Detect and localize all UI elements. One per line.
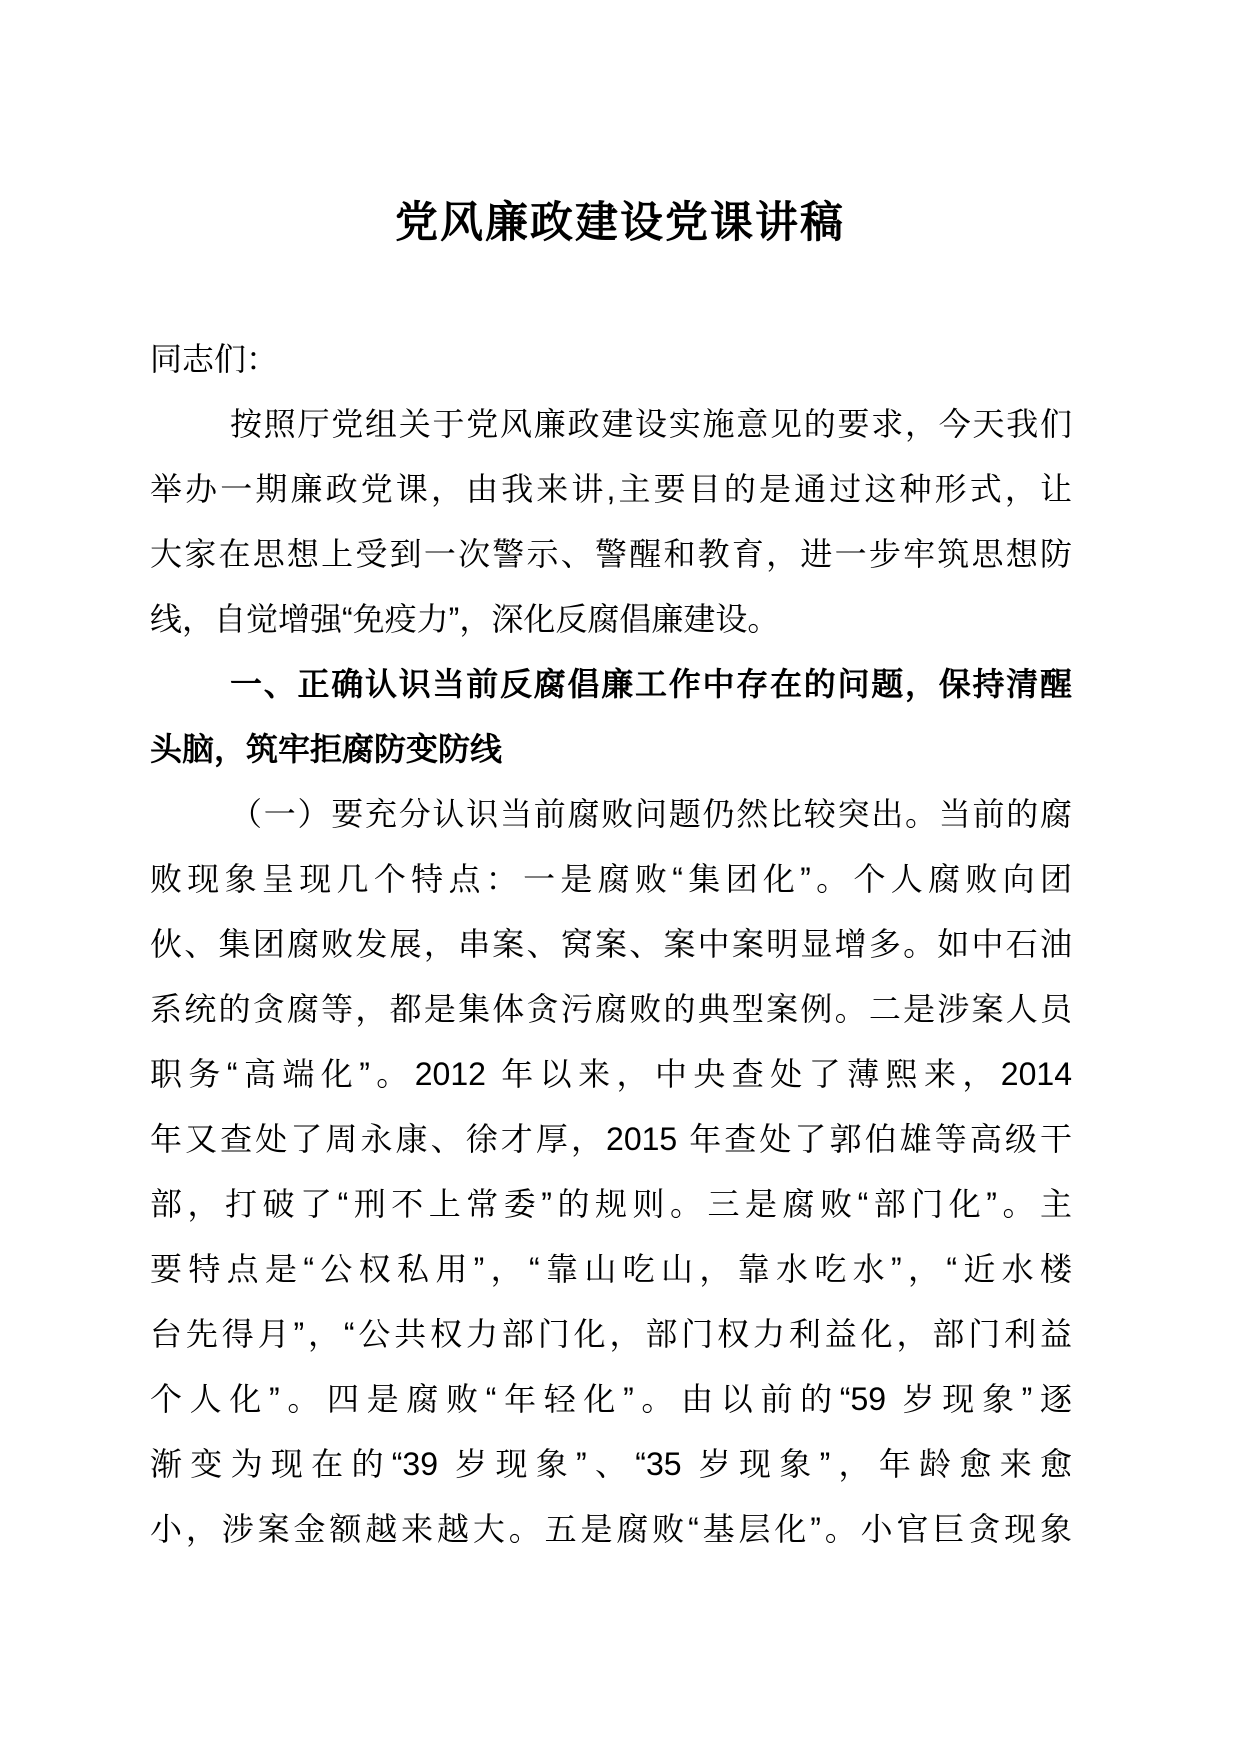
text-line: 线，自觉增强“免疫力”，深化反腐倡廉建设。 xyxy=(150,601,780,637)
text-line: 败现象呈现几个特点：一是腐败“集团化”。个人腐败向团 xyxy=(150,861,1072,897)
text-line: 系统的贪腐等，都是集体贪污腐败的典型案例。二是涉案人员 xyxy=(150,991,1072,1027)
text-line: 头脑，筑牢拒腐防变防线 xyxy=(150,731,503,767)
document-title: 党风廉政建设党课讲稿 xyxy=(395,199,845,247)
text-line: 按照厅党组关于党风廉政建设实施意见的要求，今天我们 xyxy=(230,406,1072,442)
text-line: 举办一期廉政党课，由我来讲,主要目的是通过这种形式，让 xyxy=(150,471,1072,507)
text-line: 台先得月”，“公共权力部门化，部门权力利益化，部门利益 xyxy=(150,1316,1072,1352)
text-line: 伙、集团腐败发展，串案、窝案、案中案明显增多。如中石油 xyxy=(150,926,1072,962)
text-line: 小，涉案金额越来越大。五是腐败“基层化”。小官巨贪现象 xyxy=(150,1511,1072,1547)
text-line: 渐变为现在的“39 岁现象”、“35 岁现象”，年龄愈来愈 xyxy=(150,1446,1072,1482)
text-line: （一）要充分认识当前腐败问题仍然比较突出。当前的腐 xyxy=(230,796,1072,832)
text-line: 大家在思想上受到一次警示、警醒和教育，进一步牢筑思想防 xyxy=(150,536,1072,572)
text-line: 职务“高端化”。2012 年以来，中央查处了薄熙来，2014 xyxy=(150,1056,1072,1092)
text-line: 同志们： xyxy=(150,341,279,377)
text-line: 年又查处了周永康、徐才厚，2015 年查处了郭伯雄等高级干 xyxy=(150,1121,1072,1157)
document-body xyxy=(150,327,1072,1562)
text-line: 部，打破了“刑不上常委”的规则。三是腐败“部门化”。主 xyxy=(150,1186,1072,1222)
text-line: 要特点是“公权私用”，“靠山吃山，靠水吃水”，“近水楼 xyxy=(150,1251,1072,1287)
text-line: 一、正确认识当前反腐倡廉工作中存在的问题，保持清醒 xyxy=(230,666,1072,702)
text-line: 个人化”。四是腐败“年轻化”。由以前的“59 岁现象”逐 xyxy=(150,1381,1072,1417)
